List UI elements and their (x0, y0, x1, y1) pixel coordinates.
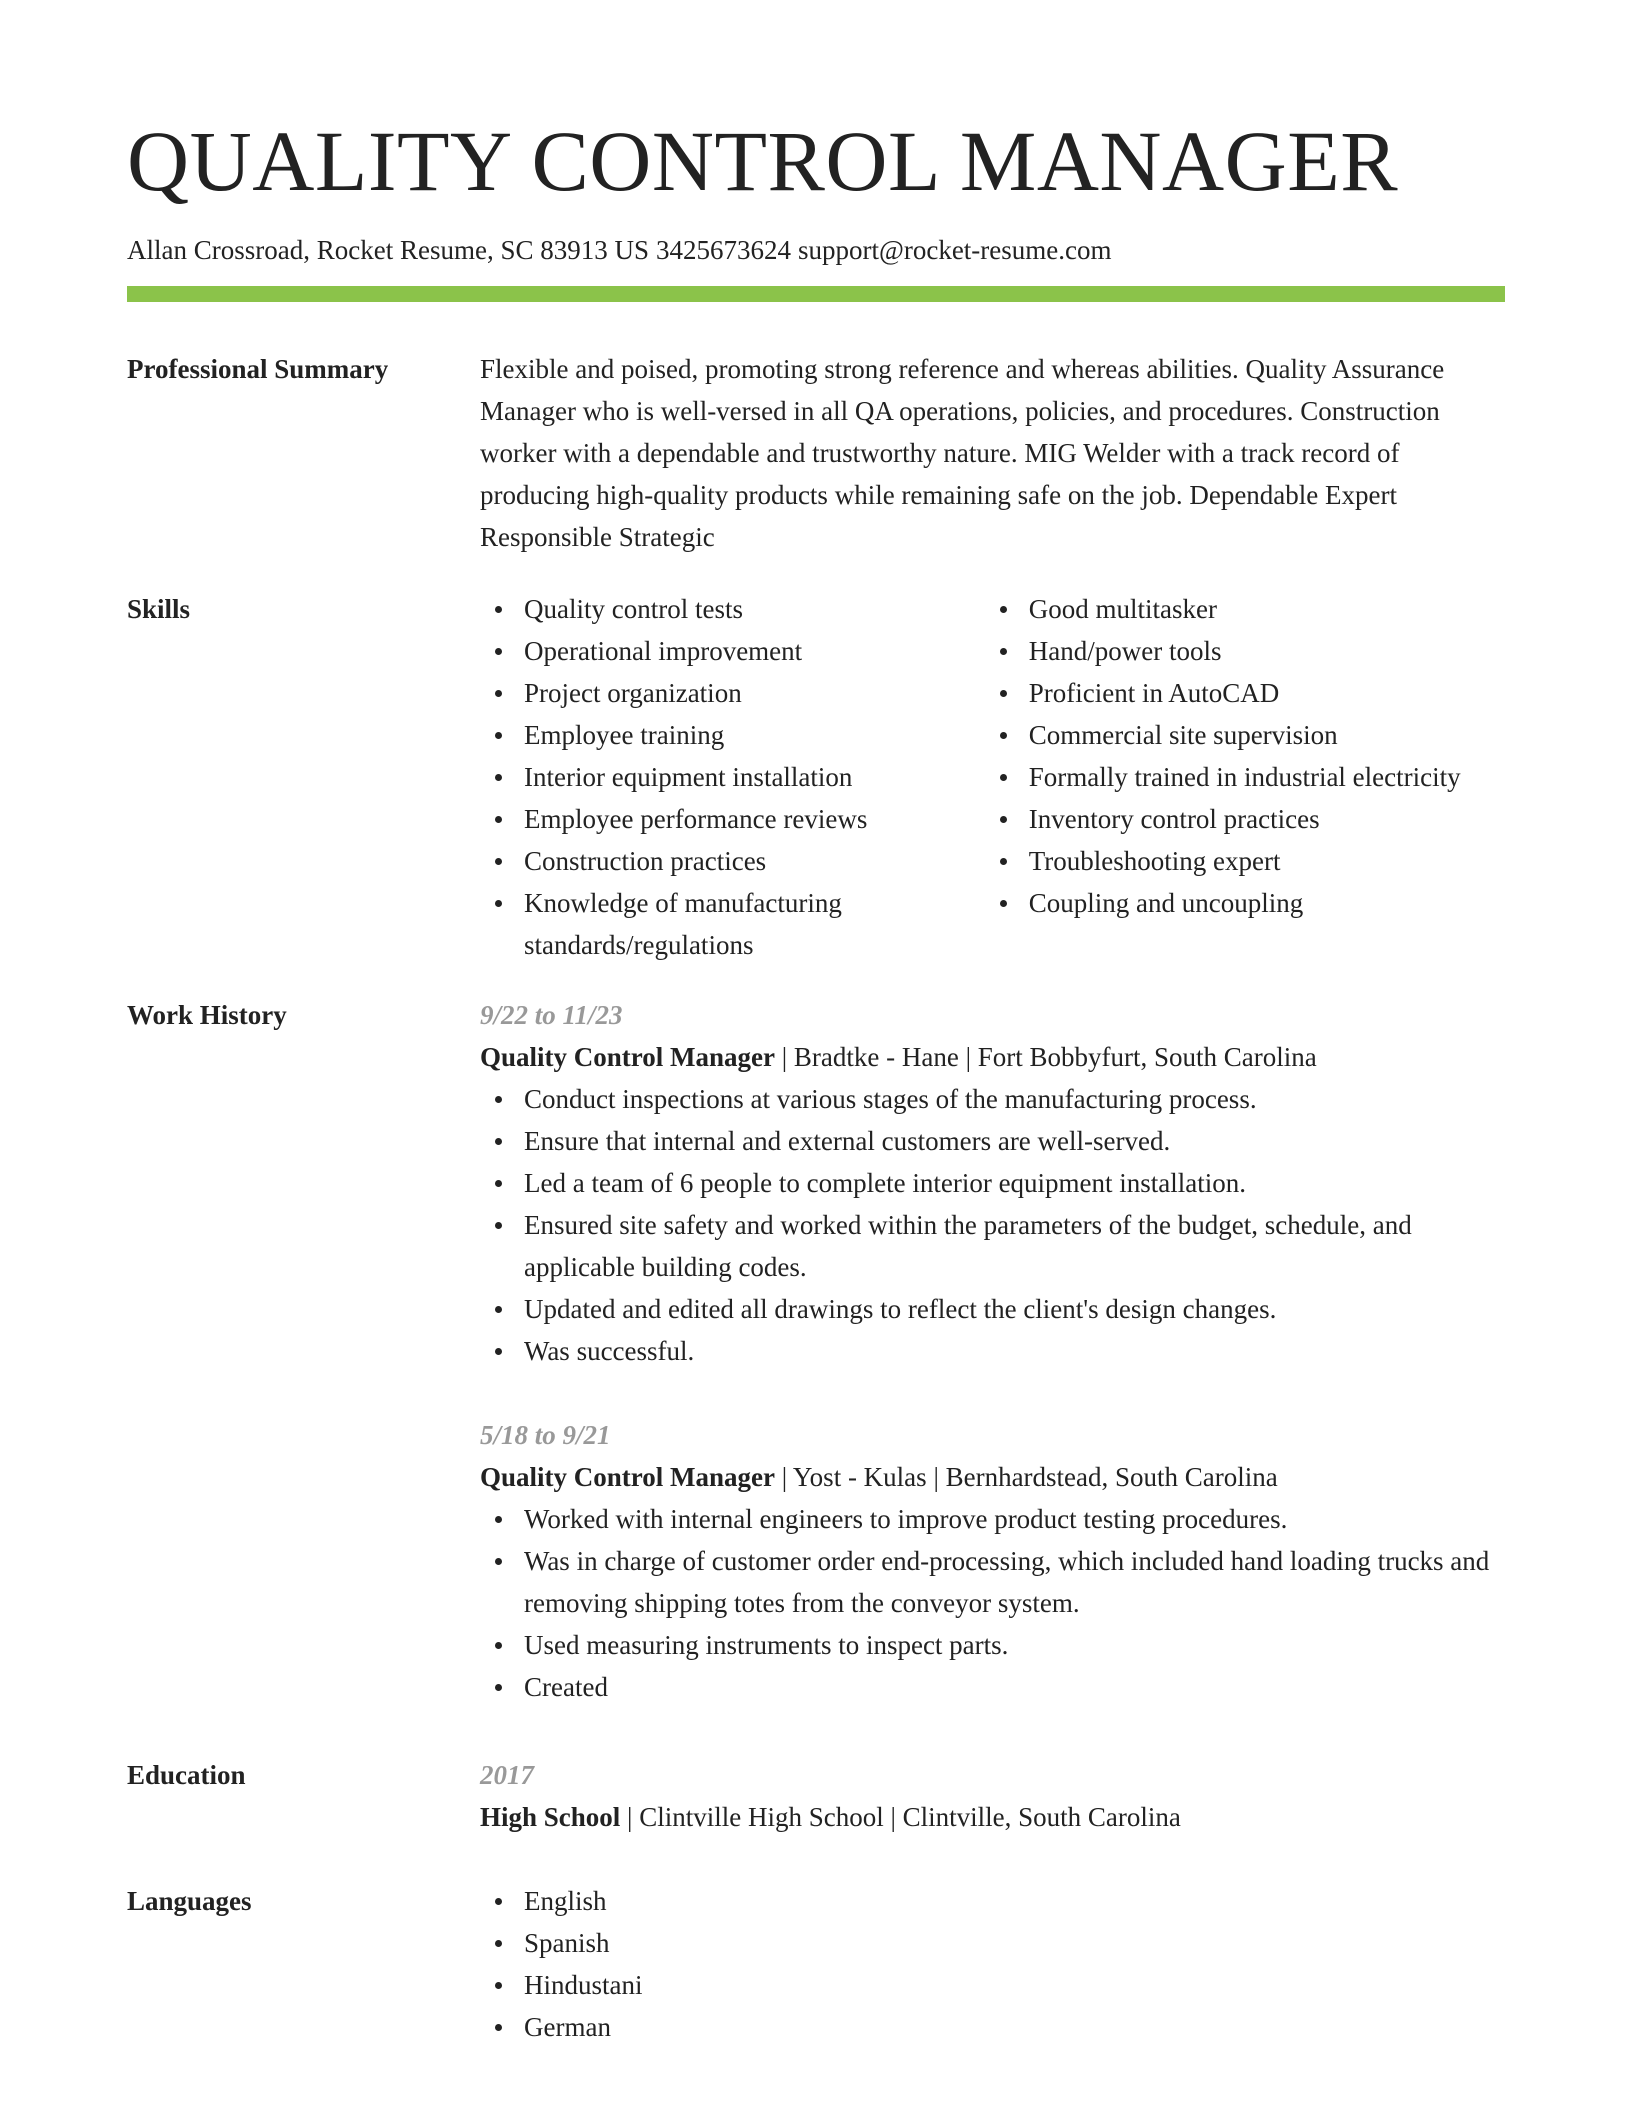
job-company: Bradtke - Hane (793, 1042, 959, 1072)
job-title: Quality Control Manager (480, 1462, 775, 1492)
job-company: Yost - Kulas (792, 1462, 927, 1492)
job-bullet: Used measuring instruments to inspect parts. (524, 1624, 1505, 1666)
job-heading: Quality Control Manager | Bradtke - Hane | Fort Bobbyfurt, South Carolina (480, 1042, 1317, 1072)
skill-item: Inventory control practices (1029, 798, 1505, 840)
skill-item: Interior equipment installation (524, 756, 985, 798)
job-entry (480, 994, 1505, 1372)
job-bullet: Ensure that internal and external customers are well-served. (524, 1120, 1505, 1162)
skills-label: Skills (127, 594, 191, 624)
summary-label: Professional Summary (127, 354, 389, 384)
skill-item: Employee training (524, 714, 985, 756)
contact-phone: 3425673624 (655, 235, 791, 265)
summary-text: Flexible and poised, promoting strong reference and whereas abilities. Quality Assurance Manager who is well-versed in all QA operations, policies, and procedures. Construction worker with a dependable and trustworthy nature. MIG Welder with a track record of producing high-quality products while remaining safe on the job. Dependable Expert Responsible Strategic (480, 354, 1445, 552)
language-item: Spanish (524, 1922, 1505, 1964)
skill-item: Formally trained in industrial electricity (1029, 756, 1505, 798)
skills-list-right (985, 588, 1505, 966)
skill-item: Proficient in AutoCAD (1029, 672, 1505, 714)
job-bullet: Created (524, 1666, 1505, 1708)
languages-list (480, 1880, 1505, 2048)
job-title: Quality Control Manager (480, 1042, 775, 1072)
language-item: Hindustani (524, 1964, 1505, 2006)
job-dates: 5/18 to 9/21 (480, 1420, 611, 1450)
job-bullet: Led a team of 6 people to complete interior equipment installation. (524, 1162, 1505, 1204)
job-location: Bernhardstead, South Carolina (945, 1462, 1278, 1492)
job-bullets (480, 1498, 1505, 1708)
job-location: Fort Bobbyfurt, South Carolina (977, 1042, 1317, 1072)
job-bullet: Updated and edited all drawings to reflect the client's design changes. (524, 1288, 1505, 1330)
skill-item: Construction practices (524, 840, 985, 882)
skill-item: Coupling and uncoupling (1029, 882, 1505, 924)
job-bullet: Worked with internal engineers to improve product testing procedures. (524, 1498, 1505, 1540)
job-bullet: Conduct inspections at various stages of the manufacturing process. (524, 1078, 1505, 1120)
contact-email: support@rocket-resume.com (797, 235, 1112, 265)
contact-address: Allan Crossroad, Rocket Resume, SC 83913 US (127, 235, 649, 265)
education-label: Education (127, 1760, 246, 1790)
education-heading: High School | Clintville High School | Clintville, South Carolina (480, 1802, 1181, 1832)
skill-item: Employee performance reviews (524, 798, 985, 840)
job-dates: 9/22 to 11/23 (480, 1000, 623, 1030)
skill-item: Hand/power tools (1029, 630, 1505, 672)
summary-body (480, 348, 1505, 558)
resume-name-heading: QUALITY CONTROL MANAGER (127, 113, 1399, 209)
education-body (480, 1754, 1505, 1838)
skill-item: Commercial site supervision (1029, 714, 1505, 756)
skill-item: Knowledge of manufacturing standards/regulations (524, 882, 985, 966)
job-bullets (480, 1078, 1505, 1372)
languages-body (480, 1880, 1505, 2048)
language-item: German (524, 2006, 1505, 2048)
skills-columns (480, 588, 1505, 966)
skill-item: Project organization (524, 672, 985, 714)
education-school: Clintville High School (639, 1802, 884, 1832)
languages-label: Languages (127, 1886, 252, 1916)
language-item: English (524, 1880, 1505, 1922)
skills-body (480, 588, 1505, 966)
contact-line (127, 233, 1119, 267)
job-bullet: Was successful. (524, 1330, 1505, 1372)
work-label: Work History (127, 1000, 287, 1030)
job-bullet: Ensured site safety and worked within the parameters of the budget, schedule, and applicable building codes. (524, 1204, 1505, 1288)
job-bullet: Was in charge of customer order end-processing, which included hand loading trucks and removing shipping totes from the conveyor system. (524, 1540, 1505, 1624)
job-entry (480, 1414, 1505, 1708)
education-degree: High School (480, 1802, 621, 1832)
skills-list-left (480, 588, 985, 966)
skill-item: Quality control tests (524, 588, 985, 630)
education-year: 2017 (480, 1760, 534, 1790)
skill-item: Good multitasker (1029, 588, 1505, 630)
skill-item: Operational improvement (524, 630, 985, 672)
job-heading: Quality Control Manager | Yost - Kulas | Bernhardstead, South Carolina (480, 1462, 1278, 1492)
header-divider (127, 286, 1505, 302)
education-location: Clintville, South Carolina (902, 1802, 1181, 1832)
skill-item: Troubleshooting expert (1029, 840, 1505, 882)
